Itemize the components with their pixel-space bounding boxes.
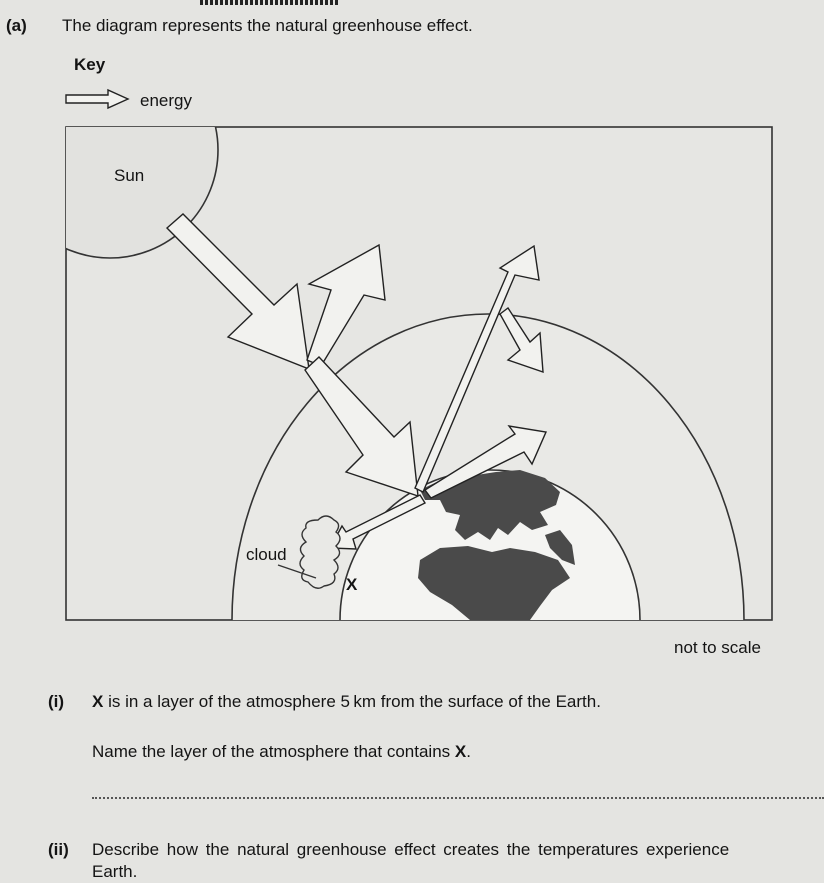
key-title: Key: [74, 55, 106, 74]
part-ii-line2: Earth.: [92, 862, 138, 881]
cloud-label: cloud: [246, 545, 287, 564]
part-ii-label: (ii): [48, 840, 69, 859]
key-energy-label: energy: [140, 91, 192, 110]
part-i-line1: [92, 692, 601, 712]
sun-label: Sun: [114, 166, 145, 185]
answer-line[interactable]: [92, 797, 824, 799]
part-i-line1-marker: X: [92, 692, 104, 711]
part-ii-line1: Describe how the natural greenhouse effect creates the temperatures experience: [92, 840, 730, 859]
x-label: X: [346, 575, 358, 594]
cloud-icon: [300, 516, 340, 588]
part-i-line2: [92, 742, 471, 762]
question-a-text: The diagram represents the natural greenhouse effect.: [62, 16, 473, 35]
part-i-line2-marker: X: [454, 742, 467, 761]
part-i-label: (i): [48, 692, 65, 711]
part-i-line2-start: Name the layer of the atmosphere that contains: [92, 742, 455, 761]
part-i-line2-end: .: [466, 742, 471, 761]
scale-note: not to scale: [674, 638, 761, 657]
question-a-label: (a): [6, 16, 27, 35]
part-i-line1-rest: is in a layer of the atmosphere 5 km from the surface of the Earth.: [103, 692, 601, 711]
key-energy-arrow-icon: [66, 90, 128, 108]
